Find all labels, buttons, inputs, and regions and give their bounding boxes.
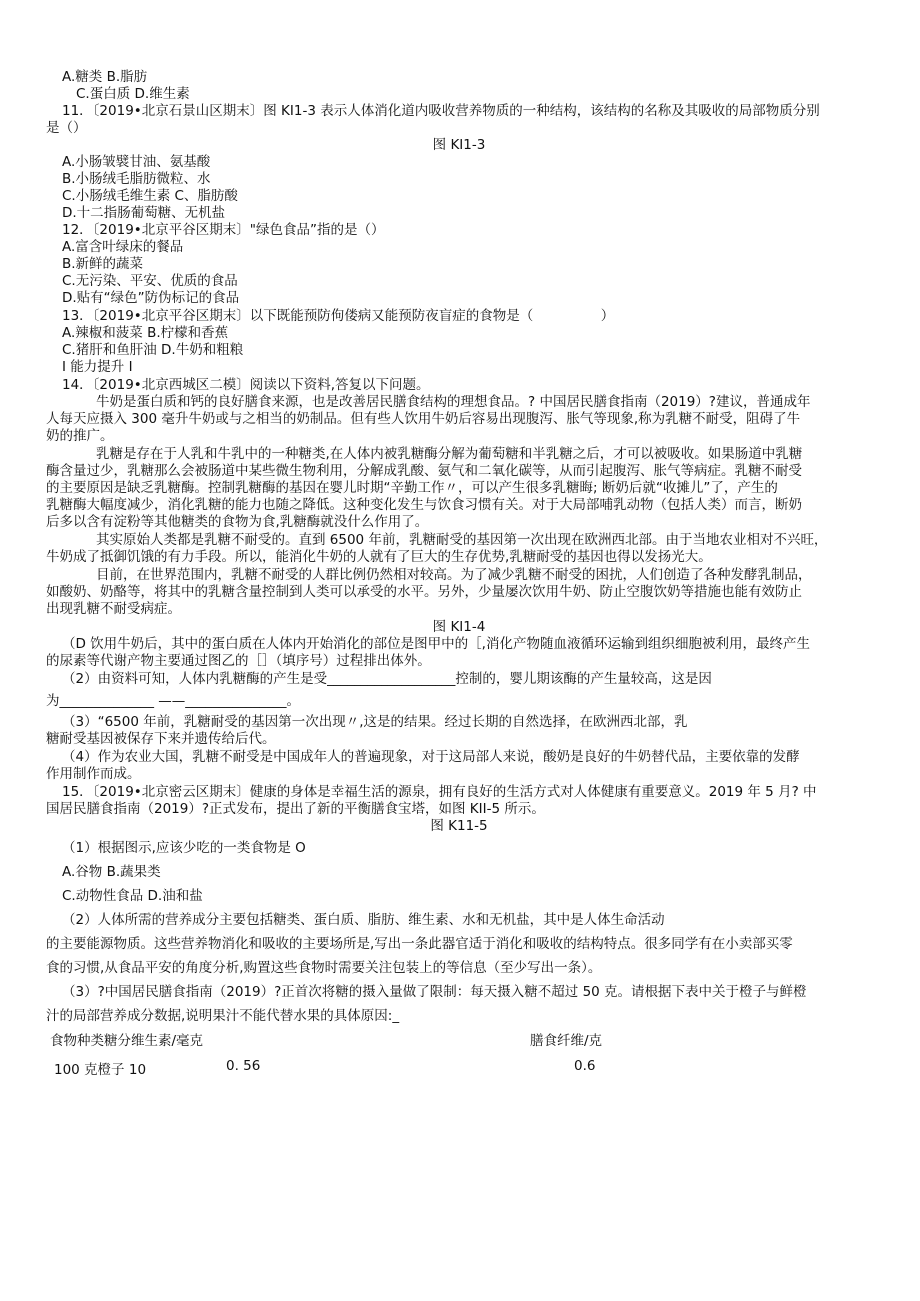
q11-stem-line1: 11．〔2019•北京石景山区期末〕图 KI1-3 表示人体消化道内吸收营养物质的一种结构，该结构的名称及其吸收的局部物质分别 [62, 103, 820, 119]
q12-option-c: C.无污染、平安、优质的食品 [62, 273, 238, 289]
q11-figure-caption: 图 KI1-3 [432, 137, 486, 153]
q14-p2-line4: 乳糖酶大幅度减少，消化乳糖的能力也随之降低。这种变化发生与饮食习惯有关。对于大局部哺乳动物（包括人类）而言，断奶 [46, 497, 802, 513]
q15-sub2-line3: 食的习惯,从食品平安的角度分析,购置这些食物时需要关注包装上的等信息（至少写出一条）。 [46, 960, 602, 976]
q11-stem-line2: 是（） [46, 120, 87, 136]
q14-sub4-line2: 作用制作而成。 [46, 766, 141, 782]
q11-option-a: A.小肠皱襞甘油、氨基酸 [62, 154, 211, 170]
q13-options-cd: C.猪肝和鱼肝油 D.牛奶和粗粮 [62, 342, 244, 358]
table-row-vitamin: 0. 56 [226, 1058, 261, 1074]
q14-sub3-line2: 糖耐受基因被保存下来并遗传给后代。 [46, 731, 276, 747]
q15-sub3-line2: 汁的局部营养成分数据,说明果汁不能代替水果的具体原因:_ [46, 1008, 400, 1024]
q14-stem: 14．〔2019•北京西城区二模〕阅读以下资料,答复以下问题。 [62, 377, 430, 393]
table-row-fiber: 0.6 [574, 1058, 596, 1074]
q15-sub2-line1: （2）人体所需的营养成分主要包括糖类、蛋白质、脂肪、维生素、水和无机盐，其中是人体生命活动 [62, 912, 665, 928]
table-header-left: 食物种类糖分维生素/毫克 [50, 1033, 204, 1049]
q14-p2-line2: 酶含量过少，乳糖那么会被肠道中某些微生物利用，分解成乳酸、氨气和二氧化碳等，从而引起腹泻、胀气等病症。乳糖不耐受 [46, 463, 802, 479]
q14-p3-line2: 牛奶成了抵御饥饿的有力手段。所以，能消化牛奶的人就有了巨大的生存优势,乳糖耐受的基因也得以发扬光大。 [46, 549, 712, 565]
q14-p4-line3: 出现乳糖不耐受病症。 [46, 601, 181, 617]
table-row-label: 100 克橙子 10 [54, 1062, 147, 1078]
q14-sub2-line2: 为______________ ——_______________。 [46, 693, 301, 709]
q14-p4-line1: 目前，在世界范围内，乳糖不耐受的人群比例仍然相对较高。为了减少乳糖不耐受的困扰，人们创造了各种发酵乳制品， [96, 567, 812, 583]
q10-options-ab: A.糖类 B.脂肪 [62, 69, 148, 85]
q15-sub1-options-ab: A.谷物 B.蔬果类 [62, 864, 161, 880]
table-header-right: 膳食纤维/克 [530, 1033, 603, 1049]
q15-sub1: （1）根据图示,应该少吃的一类食物是 O [62, 840, 306, 856]
q13-options-ab: A.辣椒和菠菜 B.柠檬和香蕉 [62, 325, 229, 341]
q12-option-d: D.贴有“绿色”防伪标记的食品 [62, 290, 240, 306]
q10-options-cd: C.蛋白质 D.维生素 [76, 86, 190, 102]
q12-option-a: A.富含叶绿床的餐品 [62, 239, 184, 255]
q15-figure-caption: 图 K11-5 [430, 818, 488, 834]
q14-p2-line5: 后多以含有淀粉等其他糖类的食物为食,乳糖酶就没什么作用了。 [46, 514, 429, 530]
q14-p1-line3: 奶的推广。 [46, 428, 114, 444]
q15-sub1-options-cd: C.动物性食品 D.油和盐 [62, 888, 203, 904]
section-heading: I 能力提升 I [62, 359, 133, 375]
q14-p2-line1: 乳糖是存在于人乳和牛乳中的一种糖类,在人体内被乳糖酶分解为葡萄糖和半乳糖之后，才可以被吸收。如果肠道中乳糖 [96, 446, 803, 462]
q11-option-c: C.小肠绒毛维生素 C、脂肪酸 [62, 188, 238, 204]
q14-p1-line1: 牛奶是蛋白质和钙的良好膳食来源，也是改善居民膳食结构的理想食品。? 中国居民膳食指南（2019）?建议，普通成年 [96, 394, 811, 410]
q11-option-d: D.十二指肠葡萄糖、无机盐 [62, 205, 226, 221]
q11-option-b: B.小肠绒毛脂肪微粒、水 [62, 171, 211, 187]
q12-option-b: B.新鲜的蔬菜 [62, 256, 144, 272]
q14-p2-line3: 的主要原因是缺乏乳糖酶。控制乳糖酶的基因在婴儿时期“辛勤工作〃，可以产生很多乳糖晦; 断奶后就“收摊儿”了，产生的 [46, 480, 778, 496]
q14-figure-caption: 图 KI1-4 [432, 619, 486, 635]
q15-stem-line2: 国居民膳食指南（2019）?正式发布，提出了新的平衡膳食宝塔，如图 KII-5 所示。 [46, 801, 545, 817]
q12-stem: 12．〔2019•北京平谷区期末〕"绿色食品”指的是（） [62, 222, 385, 238]
q14-sub3-line1: （3）“6500 年前，乳糖耐受的基因第一次出现〃,这是的结果。经过长期的自然选择，在欧洲西北部，乳 [62, 714, 688, 730]
q14-p1-line2: 人每天应摄入 300 毫升牛奶或与之相当的奶制品。但有些人饮用牛奶后容易出现腹泻、胀气等现象,称为乳糖不耐受，阻碍了牛 [46, 411, 801, 427]
q15-sub2-line2: 的主要能源物质。这些营养物消化和吸收的主要场所是,写出一条此器官适于消化和吸收的结构特点。很多同学有在小卖部买零 [46, 936, 793, 952]
q14-sub1-line1: （D 饮用牛奶后，其中的蛋白质在人体内开始消化的部位是图甲中的［,消化产物随血液循环运输到组织细胞被利用，最终产生 [62, 636, 810, 652]
q14-sub1-line2: 的尿素等代谢产物主要通过图乙的［］（填序号）过程排出体外。 [46, 653, 431, 669]
q13-stem: 13．〔2019•北京平谷区期末〕以下既能预防佝偻病又能预防夜盲症的食物是（ ） [62, 308, 615, 324]
q14-sub2-line1: （2）由资料可知，人体内乳糖酶的产生是受___________________控制的，婴儿期该酶的产生量较高，这是因 [62, 671, 712, 687]
q14-p4-line2: 如酸奶、奶酪等，将其中的乳糖含量控制到人类可以承受的水平。另外，少量屡次饮用牛奶、防止空腹饮奶等措施也能有效防止 [46, 584, 802, 600]
q15-stem-line1: 15．〔2019•北京密云区期末〕健康的身体是幸福生活的源泉，拥有良好的生活方式对人体健康有重要意义。2019 年 5 月? 中 [62, 784, 817, 800]
q15-sub3-line1: （3）?中国居民膳食指南（2019）?正首次将糖的摄入量做了限制：每天摄入糖不超过 50 克。请根据下表中关于橙子与鲜橙 [62, 984, 807, 1000]
q14-sub4-line1: （4）作为农业大国，乳糖不耐受是中国成年人的普遍现象，对于这局部人来说，酸奶是良好的牛奶替代品，主要依靠的发酵 [62, 749, 800, 765]
q14-p3-line1: 其实原始人类都是乳糖不耐受的。直到 6500 年前，乳糖耐受的基因第一次出现在欧洲西北部。由于当地农业相对不兴旺， [96, 532, 828, 548]
